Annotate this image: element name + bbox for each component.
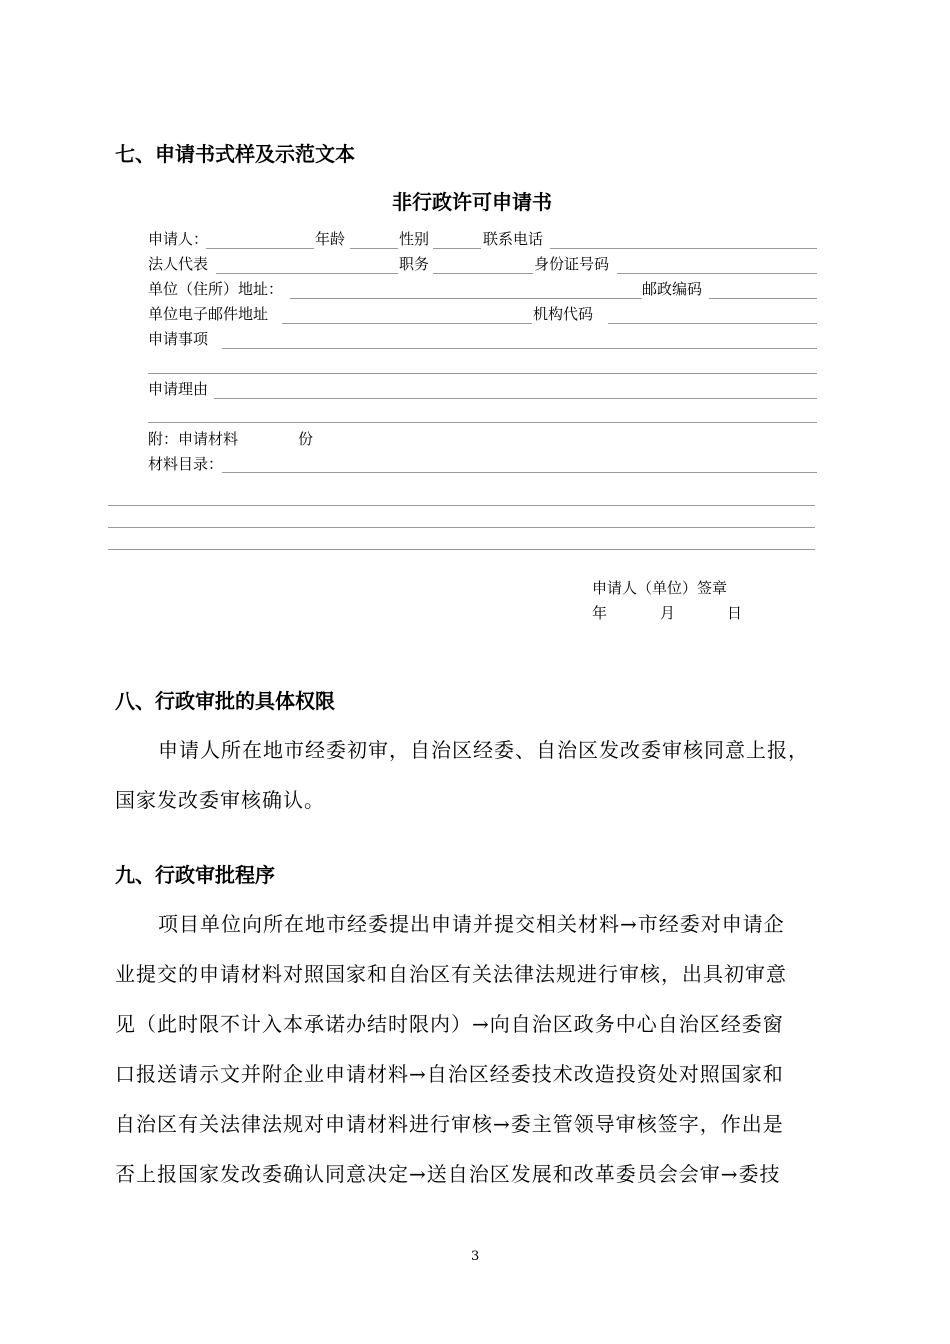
s9-paragraph-line-2: 业提交的申请材料对照国家和自治区有关法律法规进行审核，出具初审意: [115, 962, 787, 986]
s9-paragraph-line-4: 口报送请示文并附企业申请材料→自治区经委技术改造投资处对照国家和: [115, 1062, 784, 1086]
section-8-heading: 八、行政审批的具体权限: [115, 689, 335, 713]
org-code-field-line[interactable]: [608, 323, 817, 324]
day-label: 日: [727, 604, 743, 622]
s8-paragraph-line-2: 国家发改委审核确认。: [115, 788, 325, 812]
email-field-line[interactable]: [282, 323, 532, 324]
email-label: 单位电子邮件地址: [148, 305, 269, 323]
matter-label: 申请事项: [148, 330, 209, 348]
applicant-label: 申请人：: [148, 230, 209, 248]
matter-field-line-2[interactable]: [148, 373, 817, 374]
catalog-field-line-3[interactable]: [108, 527, 815, 528]
phone-field-line[interactable]: [550, 248, 817, 249]
copies-label: 份: [298, 430, 314, 448]
gender-label: 性别: [399, 230, 430, 248]
org-code-label: 机构代码: [533, 305, 594, 323]
section-7-heading: 七、申请书式样及示范文本: [115, 142, 355, 166]
s9-paragraph-line-3: 见（此时限不计入本承诺办结时限内）→向自治区政务中心自治区经委窗: [115, 1012, 784, 1036]
s9-paragraph-line-6: 否上报国家发改委确认同意决定→送自治区发展和改革委员会会审→委技: [115, 1162, 781, 1186]
s9-paragraph-line-5: 自治区有关法律法规对申请材料进行审核→委主管领导审核签字，作出是: [115, 1112, 784, 1136]
matter-field-line[interactable]: [222, 348, 817, 349]
year-label: 年: [592, 604, 608, 622]
id-number-label: 身份证号码: [534, 255, 610, 273]
postcode-field-line[interactable]: [709, 298, 817, 299]
phone-label: 联系电话: [483, 230, 544, 248]
catalog-field-line-4[interactable]: [108, 549, 815, 550]
age-field-line[interactable]: [350, 248, 398, 249]
s9-paragraph-line-1: 项目单位向所在地市经委提出申请并提交相关材料→市经委对申请企: [158, 912, 785, 936]
attach-label: 附：申请材料: [148, 430, 239, 448]
age-label: 年龄: [315, 230, 346, 248]
month-label: 月: [660, 604, 676, 622]
applicant-field-line[interactable]: [206, 248, 314, 249]
catalog-field-line[interactable]: [222, 472, 817, 473]
reason-field-line-2[interactable]: [148, 422, 817, 423]
postcode-label: 邮政编码: [642, 280, 703, 298]
catalog-label: 材料目录：: [148, 455, 224, 473]
id-number-field-line[interactable]: [617, 273, 817, 274]
address-label: 单位（住所）地址：: [148, 280, 284, 298]
legal-rep-label: 法人代表: [148, 255, 209, 273]
catalog-field-line-2[interactable]: [108, 505, 815, 506]
reason-label: 申请理由: [148, 380, 209, 398]
legal-rep-field-line[interactable]: [216, 273, 398, 274]
form-title: 非行政许可申请书: [392, 190, 552, 214]
reason-field-line[interactable]: [214, 398, 817, 399]
position-field-line[interactable]: [433, 273, 533, 274]
section-9-heading: 九、行政审批程序: [115, 863, 275, 887]
page-number: 3: [471, 1249, 480, 1264]
s8-paragraph-line-1: 申请人所在地市经委初审，自治区经委、自治区发改委审核同意上报，: [158, 738, 809, 762]
address-field-line[interactable]: [290, 298, 642, 299]
signature-label: 申请人（单位）签章: [592, 579, 728, 597]
gender-field-line[interactable]: [433, 248, 481, 249]
position-label: 职务: [399, 255, 430, 273]
